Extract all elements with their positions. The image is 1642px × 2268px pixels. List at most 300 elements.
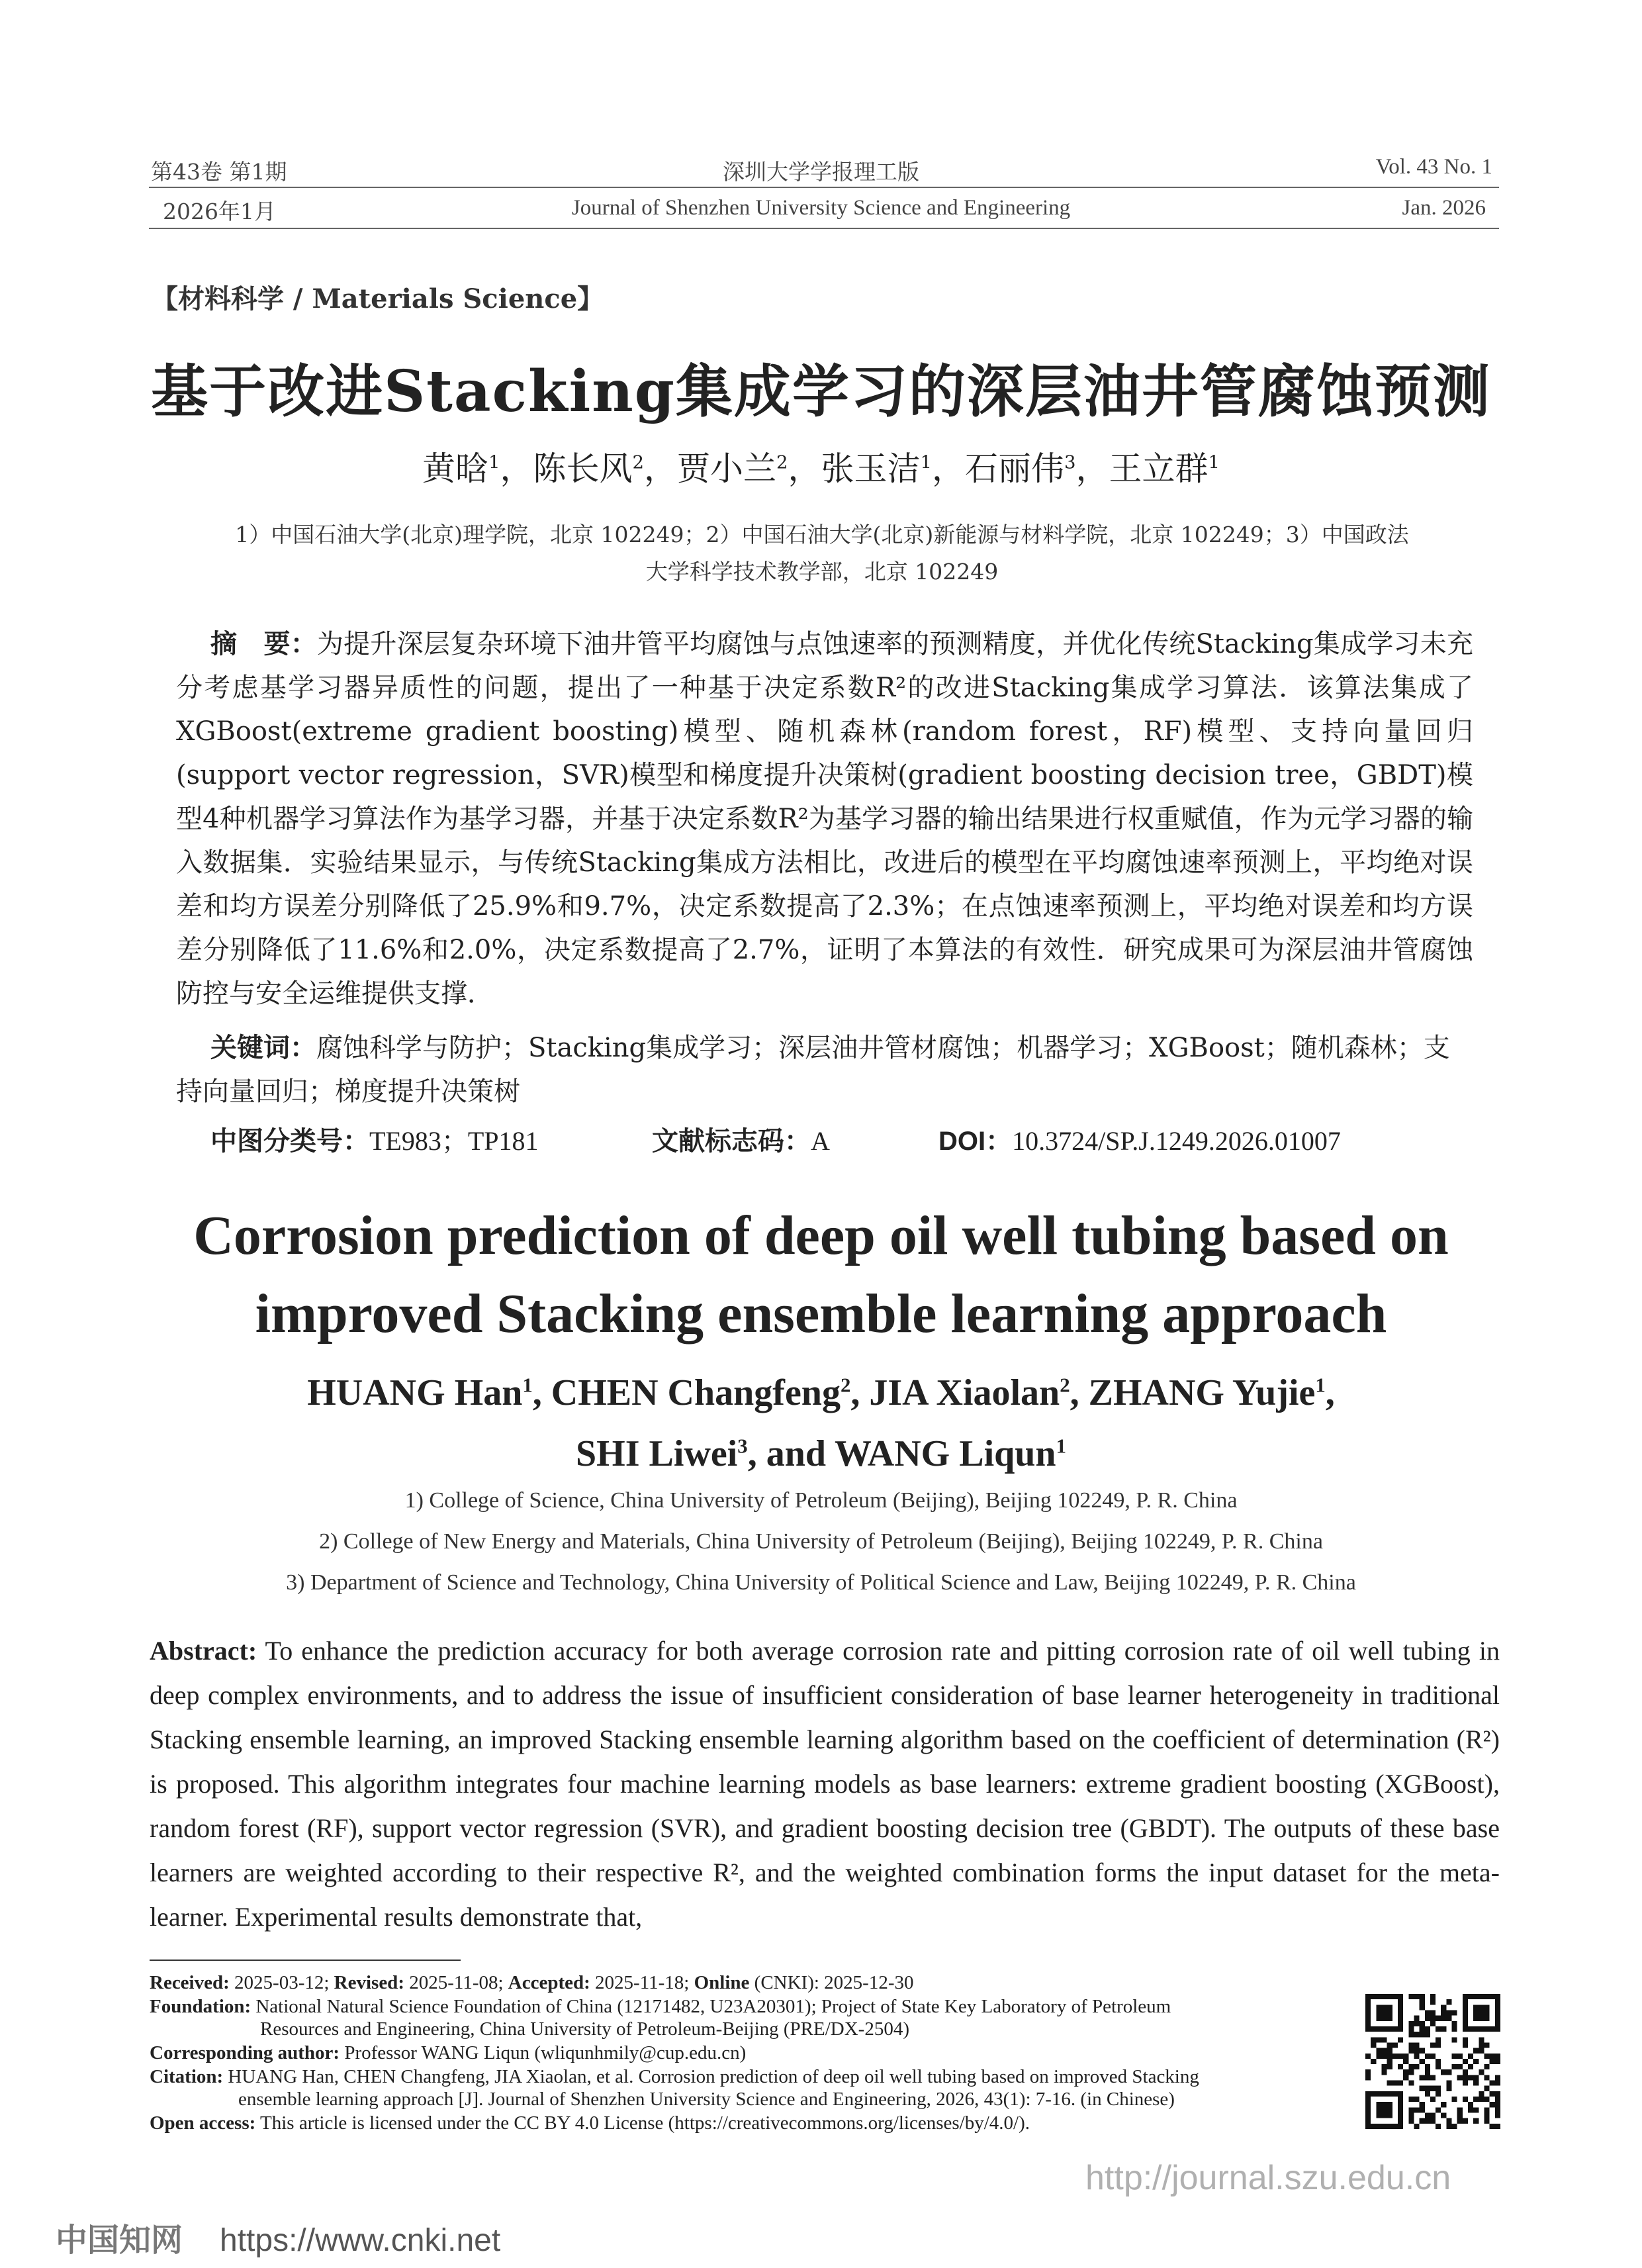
qr-module [1457, 2075, 1463, 2080]
zh-doccode-value: A [811, 1126, 830, 1156]
qr-module [1398, 1994, 1403, 1999]
en-author-separator: , [1070, 1372, 1089, 1413]
citation-label: Citation: [150, 2066, 224, 2087]
footnote-corresponding [150, 2042, 1334, 2064]
qr-module [1495, 2113, 1500, 2118]
zh-author-separator: ， [644, 449, 677, 488]
en-authors-line1 [0, 1362, 1642, 1423]
qr-module [1376, 2037, 1381, 2042]
qr-module [1398, 2091, 1403, 2097]
en-author-separator: , and [747, 1433, 835, 1474]
qr-module [1452, 2010, 1457, 2015]
qr-module [1490, 2026, 1495, 2032]
zh-clc-value: TE983；TP181 [369, 1126, 539, 1156]
cnki-footer [56, 2214, 500, 2260]
en-title [0, 1197, 1642, 1353]
qr-module [1403, 2054, 1408, 2059]
qr-module [1420, 2048, 1425, 2054]
qr-module [1441, 2005, 1446, 2010]
qr-module [1457, 2064, 1463, 2069]
en-affiliation-2: 2) College of New Energy and Materials, China University of Petroleum (Beijing), Beijing 102249, P. R. China [319, 1529, 1323, 1554]
qr-module [1473, 2059, 1479, 2064]
qr-module [1479, 2005, 1484, 2010]
qr-module [1436, 2086, 1441, 2091]
qr-module [1381, 2113, 1387, 2118]
zh-doi-value: 10.3724/SP.J.1249.2026.01007 [1012, 1126, 1341, 1156]
qr-module [1430, 1994, 1436, 1999]
qr-module [1473, 2016, 1479, 2021]
qr-module [1398, 2037, 1403, 2042]
qr-module [1452, 2037, 1457, 2042]
foundation-line2: Resources and Engineering, China University of Petroleum-Beijing (PRE/DX-2504) [260, 2018, 909, 2040]
qr-module [1473, 2075, 1479, 2080]
qr-module [1387, 1994, 1392, 1999]
qr-module [1430, 2113, 1436, 2118]
qr-module [1452, 2124, 1457, 2129]
qr-module [1403, 2059, 1408, 2064]
qr-module [1463, 2059, 1468, 2064]
en-abstract-text: To enhance the prediction accuracy for both average corrosion rate and pitting corrosion rate of oil well tubing in deep complex environments, and to address the issue of insufficient consideration of base learner heterogeneity in traditional Stacking ensemble learning, an improved Stacking ensemble learning algorithm based on the coefficient of determination (R²) is proposed. This algorithm integrates four machine learning models as base learners: extreme gradient boosting (XGBoost), random forest (RF), support vector regression (SVR), and gradient boosting decision tree (GBDT). The outputs of these base learners are weighted according to their respective R², and the weighted combination forms the input dataset for the meta-learner. Experimental results demonstrate that, [150, 1636, 1500, 1932]
online-label: Online [694, 1972, 750, 1993]
qr-module [1420, 2118, 1425, 2124]
qr-module [1414, 2064, 1419, 2069]
qr-module [1479, 2026, 1484, 2032]
qr-module [1484, 2113, 1490, 2118]
qr-module [1365, 2075, 1371, 2080]
qr-module [1425, 2064, 1430, 2069]
qr-module [1473, 2010, 1479, 2015]
qr-module [1495, 2107, 1500, 2112]
header-journal-en: Journal of Shenzhen University Science and Engineering [571, 196, 1071, 220]
qr-module [1484, 2118, 1490, 2124]
qr-module [1484, 2026, 1490, 2032]
qr-module [1365, 2021, 1371, 2026]
qr-module [1463, 2042, 1468, 2048]
qr-module [1420, 1994, 1425, 1999]
qr-module [1490, 2054, 1495, 2059]
en-author-name: HUANG Han [307, 1372, 523, 1413]
en-author-separator: , [532, 1372, 551, 1413]
qr-module [1495, 1994, 1500, 1999]
received-label: Received: [150, 1972, 230, 1993]
qr-code [1365, 1994, 1500, 2129]
qr-module [1387, 2042, 1392, 2048]
qr-module [1420, 2086, 1425, 2091]
zh-author-name: 黄晗 [422, 449, 488, 488]
header-journal-zh: 深圳大学学报理工版 [723, 159, 919, 185]
qr-module [1392, 2026, 1398, 2032]
qr-module [1495, 2010, 1500, 2015]
qr-module [1414, 2032, 1419, 2037]
qr-module [1381, 2107, 1387, 2112]
qr-module [1376, 2016, 1381, 2021]
qr-module [1484, 2097, 1490, 2102]
qr-module [1452, 2097, 1457, 2102]
qr-module [1387, 2081, 1392, 2086]
qr-module [1403, 2075, 1408, 2080]
qr-module [1436, 2026, 1441, 2032]
en-title-line2: improved Stacking ensemble learning approach [255, 1283, 1387, 1345]
qr-module [1473, 2005, 1479, 2010]
qr-module [1365, 2124, 1371, 2129]
zh-author-affiliation-mark: 1 [920, 451, 932, 473]
revised-label: Revised: [334, 1972, 404, 1993]
zh-title: 基于改进Stacking集成学习的深层油井管腐蚀预测 [151, 358, 1491, 425]
qr-module [1436, 2091, 1441, 2097]
footnote-dates [150, 1971, 1334, 1994]
zh-author-separator: ， [932, 449, 965, 488]
qr-module [1365, 2010, 1371, 2015]
qr-module [1457, 2107, 1463, 2112]
qr-module [1414, 2021, 1419, 2026]
en-authors [0, 1362, 1642, 1484]
zh-author-name: 石丽伟 [965, 449, 1064, 488]
qr-module [1484, 2010, 1490, 2015]
zh-author-affiliation-mark: 1 [1208, 451, 1220, 473]
qr-module [1420, 2005, 1425, 2010]
qr-module [1479, 2016, 1484, 2021]
qr-module [1463, 2069, 1468, 2075]
qr-module [1398, 2010, 1403, 2015]
qr-module [1392, 1994, 1398, 1999]
header-volume-issue-zh: 第43卷 第1期 [151, 159, 287, 185]
qr-module [1420, 2032, 1425, 2037]
qr-module [1376, 2107, 1381, 2112]
citation-line2: ensemble learning approach [J]. Journal of Shenzhen University Science and Engineering, 2026, 43(1): 7-16. (in Chinese) [238, 2089, 1175, 2110]
footnote-foundation [150, 1995, 1334, 2040]
qr-module [1495, 2026, 1500, 2032]
qr-module [1398, 2107, 1403, 2112]
qr-module [1495, 2059, 1500, 2064]
qr-module [1398, 2005, 1403, 2010]
qr-module [1387, 2113, 1392, 2118]
en-author-name: ZHANG Yujie [1088, 1372, 1316, 1413]
qr-module [1457, 2054, 1463, 2059]
qr-module [1387, 2107, 1392, 2112]
footnote-rule [150, 1960, 461, 1961]
qr-module [1365, 1994, 1371, 1999]
qr-module [1479, 2097, 1484, 2102]
qr-module [1495, 2021, 1500, 2026]
qr-module [1398, 1999, 1403, 2005]
qr-module [1446, 2124, 1451, 2129]
qr-module [1490, 2081, 1495, 2086]
zh-abstract [176, 622, 1473, 1016]
qr-module [1365, 2069, 1371, 2075]
en-author-name: SHI Liwei [576, 1433, 738, 1474]
qr-module [1376, 2026, 1381, 2032]
qr-module [1387, 2026, 1392, 2032]
qr-module [1484, 2086, 1490, 2091]
qr-module [1473, 2097, 1479, 2102]
qr-module [1381, 2069, 1387, 2075]
zh-author-affiliation-mark: 2 [632, 451, 644, 473]
en-title-line1: Corrosion prediction of deep oil well tubing based on [193, 1205, 1449, 1266]
qr-module [1365, 2107, 1371, 2112]
qr-module [1495, 2097, 1500, 2102]
qr-module [1398, 2016, 1403, 2021]
qr-module [1381, 2037, 1387, 2042]
qr-module [1484, 2054, 1490, 2059]
zh-author-affiliation-mark: 3 [1064, 451, 1076, 473]
qr-module [1425, 2086, 1430, 2091]
zh-author-name: 贾小兰 [677, 449, 776, 488]
qr-module [1420, 2021, 1425, 2026]
en-author-affiliation-mark: 1 [522, 1374, 533, 1397]
zh-abstract-label: 摘 要： [210, 630, 317, 659]
qr-module [1446, 2118, 1451, 2124]
qr-module [1463, 2005, 1468, 2010]
zh-author-affiliation-mark: 1 [488, 451, 500, 473]
qr-module [1473, 1994, 1479, 1999]
qr-module [1479, 2037, 1484, 2042]
qr-module [1463, 2081, 1468, 2086]
en-affiliation-1: 1) College of Science, China University of Petroleum (Beijing), Beijing 102249, P. R. China [404, 1488, 1238, 1513]
qr-module [1479, 2010, 1484, 2015]
qr-module [1371, 1994, 1376, 1999]
qr-module [1441, 2026, 1446, 2032]
qr-module [1430, 2118, 1436, 2124]
qr-module [1463, 1999, 1468, 2005]
qr-module [1484, 2005, 1490, 2010]
zh-doccode-label: 文献标志码： [652, 1127, 811, 1156]
zh-author-separator: ， [500, 449, 533, 488]
qr-module [1463, 2021, 1468, 2026]
en-abstract [150, 1629, 1500, 1939]
qr-module [1365, 2102, 1371, 2107]
qr-module [1430, 2054, 1436, 2059]
section-category: 【材料科学 / Materials Science】 [152, 283, 604, 314]
qr-module [1398, 2102, 1403, 2107]
qr-module [1376, 2010, 1381, 2015]
qr-module [1408, 2048, 1414, 2054]
qr-module [1398, 2124, 1403, 2129]
qr-module [1398, 2113, 1403, 2118]
qr-module [1365, 2005, 1371, 2010]
qr-module [1468, 2064, 1473, 2069]
cnki-logo: 中国知网 [56, 2223, 183, 2258]
qr-module [1463, 2097, 1468, 2102]
qr-module [1371, 2059, 1376, 2064]
qr-module [1376, 2091, 1381, 2097]
qr-module [1479, 1994, 1484, 1999]
qr-module [1463, 2016, 1468, 2021]
qr-module [1484, 2075, 1490, 2080]
zh-doi [938, 1120, 1341, 1158]
qr-module [1468, 2107, 1473, 2112]
qr-module [1484, 2064, 1490, 2069]
qr-module [1490, 2124, 1495, 2129]
qr-module [1420, 1999, 1425, 2005]
qr-module [1490, 2091, 1495, 2097]
qr-module [1495, 2081, 1500, 2086]
qr-module [1414, 2048, 1419, 2054]
qr-module [1490, 2102, 1495, 2107]
qr-module [1381, 1994, 1387, 1999]
zh-author-separator: ， [788, 449, 821, 488]
zh-affiliations-line2: 大学科学技术教学部，北京 102249 [645, 559, 999, 585]
qr-module [1365, 2118, 1371, 2124]
qr-module [1365, 2097, 1371, 2102]
qr-module [1425, 2091, 1430, 2097]
open-access-text: This article is licensed under the CC BY 4.0 License (https://creativecommons.org/licenses/by/4.0/). [260, 2112, 1030, 2134]
en-abstract-label: Abstract: [150, 1636, 257, 1666]
qr-module [1387, 2091, 1392, 2097]
qr-module [1387, 2124, 1392, 2129]
en-author-affiliation-mark: 2 [840, 1374, 851, 1397]
qr-module [1446, 2081, 1451, 2086]
qr-module [1425, 2026, 1430, 2032]
qr-module [1376, 2102, 1381, 2107]
zh-author-affiliation-mark: 2 [776, 451, 788, 473]
qr-module [1452, 2064, 1457, 2069]
qr-module [1408, 2026, 1414, 2032]
qr-module [1414, 1994, 1419, 1999]
footnote-citation [150, 2065, 1334, 2110]
qr-module [1425, 2075, 1430, 2080]
qr-module [1365, 2054, 1371, 2059]
qr-module [1441, 2010, 1446, 2015]
qr-module [1430, 2042, 1436, 2048]
qr-module [1468, 2026, 1473, 2032]
zh-authors [0, 442, 1642, 490]
qr-module [1446, 1999, 1451, 2005]
qr-module [1414, 2097, 1419, 2102]
qr-module [1436, 2064, 1441, 2069]
qr-module [1381, 2048, 1387, 2054]
qr-module [1387, 2102, 1392, 2107]
qr-module [1430, 2016, 1436, 2021]
qr-module [1414, 2054, 1419, 2059]
qr-module [1479, 2048, 1484, 2054]
corresponding-label: Corresponding author: [150, 2042, 340, 2063]
zh-author-name: 王立群 [1109, 449, 1209, 488]
qr-module [1398, 2054, 1403, 2059]
qr-module [1430, 2086, 1436, 2091]
qr-module [1446, 2069, 1451, 2075]
qr-module [1425, 2118, 1430, 2124]
qr-module [1408, 2113, 1414, 2118]
en-affiliation-3: 3) Department of Science and Technology, China University of Political Science and Law, Beijing 102249, P. R. China [286, 1570, 1356, 1595]
qr-module [1495, 2054, 1500, 2059]
qr-module [1371, 2037, 1376, 2042]
qr-module [1436, 2042, 1441, 2048]
qr-module [1484, 2016, 1490, 2021]
header-divider-top [149, 187, 1499, 188]
qr-module [1446, 2086, 1451, 2091]
qr-module [1365, 2016, 1371, 2021]
qr-module [1441, 2016, 1446, 2021]
qr-module [1457, 2113, 1463, 2118]
qr-module [1436, 2059, 1441, 2064]
qr-module [1484, 2042, 1490, 2048]
qr-module [1457, 2118, 1463, 2124]
qr-module [1420, 2026, 1425, 2032]
qr-module [1436, 2037, 1441, 2042]
qr-module [1441, 2069, 1446, 2075]
qr-module [1398, 2118, 1403, 2124]
qr-module [1490, 1994, 1495, 1999]
qr-module [1473, 2026, 1479, 2032]
en-author-separator: , [850, 1372, 870, 1413]
zh-keywords [176, 1026, 1473, 1113]
qr-module [1392, 2081, 1398, 2086]
zh-affiliations-line1: 1）中国石油大学(北京)理学院，北京 102249；2）中国石油大学(北京)新能源与材料学院，北京 102249；3）中国政法 [235, 522, 1409, 547]
qr-module [1365, 2091, 1371, 2097]
qr-module [1387, 2016, 1392, 2021]
footnote-open-access [150, 2112, 1334, 2134]
qr-module [1381, 2054, 1387, 2059]
header-volume-issue-en: Vol. 43 No. 1 [1375, 155, 1492, 179]
qr-module [1436, 2107, 1441, 2112]
qr-module [1479, 2091, 1484, 2097]
qr-module [1376, 2113, 1381, 2118]
qr-module [1484, 1994, 1490, 1999]
zh-doccode [652, 1120, 830, 1158]
zh-affiliations [173, 516, 1471, 591]
qr-module [1468, 2075, 1473, 2080]
qr-module [1392, 2054, 1398, 2059]
qr-module [1392, 2091, 1398, 2097]
qr-module [1430, 1999, 1436, 2005]
zh-keywords-label: 关键词： [210, 1033, 316, 1063]
qr-module [1446, 2016, 1451, 2021]
qr-module [1381, 2005, 1387, 2010]
en-author-name: JIA Xiaolan [869, 1372, 1060, 1413]
qr-module [1425, 2069, 1430, 2075]
qr-module [1408, 2064, 1414, 2069]
en-author-affiliation-mark: 1 [1315, 1374, 1326, 1397]
qr-module [1414, 2107, 1419, 2112]
online-date: (CNKI): 2025-12-30 [754, 1972, 914, 1993]
qr-module [1425, 2032, 1430, 2037]
qr-module [1452, 2026, 1457, 2032]
qr-module [1441, 2113, 1446, 2118]
corresponding-author: Professor WANG Liqun (wliqunhmily@cup.edu.cn) [344, 2042, 747, 2063]
qr-module [1425, 2010, 1430, 2015]
qr-module [1436, 2124, 1441, 2129]
qr-module [1376, 2005, 1381, 2010]
qr-module [1452, 2021, 1457, 2026]
qr-module [1468, 1994, 1473, 1999]
open-access-label: Open access: [150, 2112, 256, 2134]
qr-module [1365, 2113, 1371, 2118]
header-date-zh: 2026年1月 [163, 199, 276, 224]
qr-module [1473, 2081, 1479, 2086]
accepted-label: Accepted: [508, 1972, 590, 1993]
qr-module [1387, 2054, 1392, 2059]
zh-doi-label: DOI： [938, 1127, 1013, 1156]
qr-module [1408, 2042, 1414, 2048]
qr-module [1425, 2054, 1430, 2059]
qr-module [1365, 1999, 1371, 2005]
zh-author-separator: ， [1075, 449, 1109, 488]
qr-module [1441, 2102, 1446, 2107]
qr-module [1414, 2016, 1419, 2021]
zh-clc [210, 1120, 539, 1158]
qr-module [1463, 2010, 1468, 2015]
qr-module [1387, 2010, 1392, 2015]
qr-module [1495, 2102, 1500, 2107]
qr-module [1495, 2016, 1500, 2021]
qr-module [1408, 2021, 1414, 2026]
foundation-line1: National Natural Science Foundation of China (12171482, U23A20301); Project of State Key Laboratory of Petroleum [255, 1996, 1171, 2017]
qr-module [1430, 2075, 1436, 2080]
qr-module [1381, 2016, 1387, 2021]
header-divider-bottom [149, 228, 1499, 229]
en-author-affiliation-mark: 1 [1056, 1435, 1066, 1458]
qr-module [1495, 1999, 1500, 2005]
